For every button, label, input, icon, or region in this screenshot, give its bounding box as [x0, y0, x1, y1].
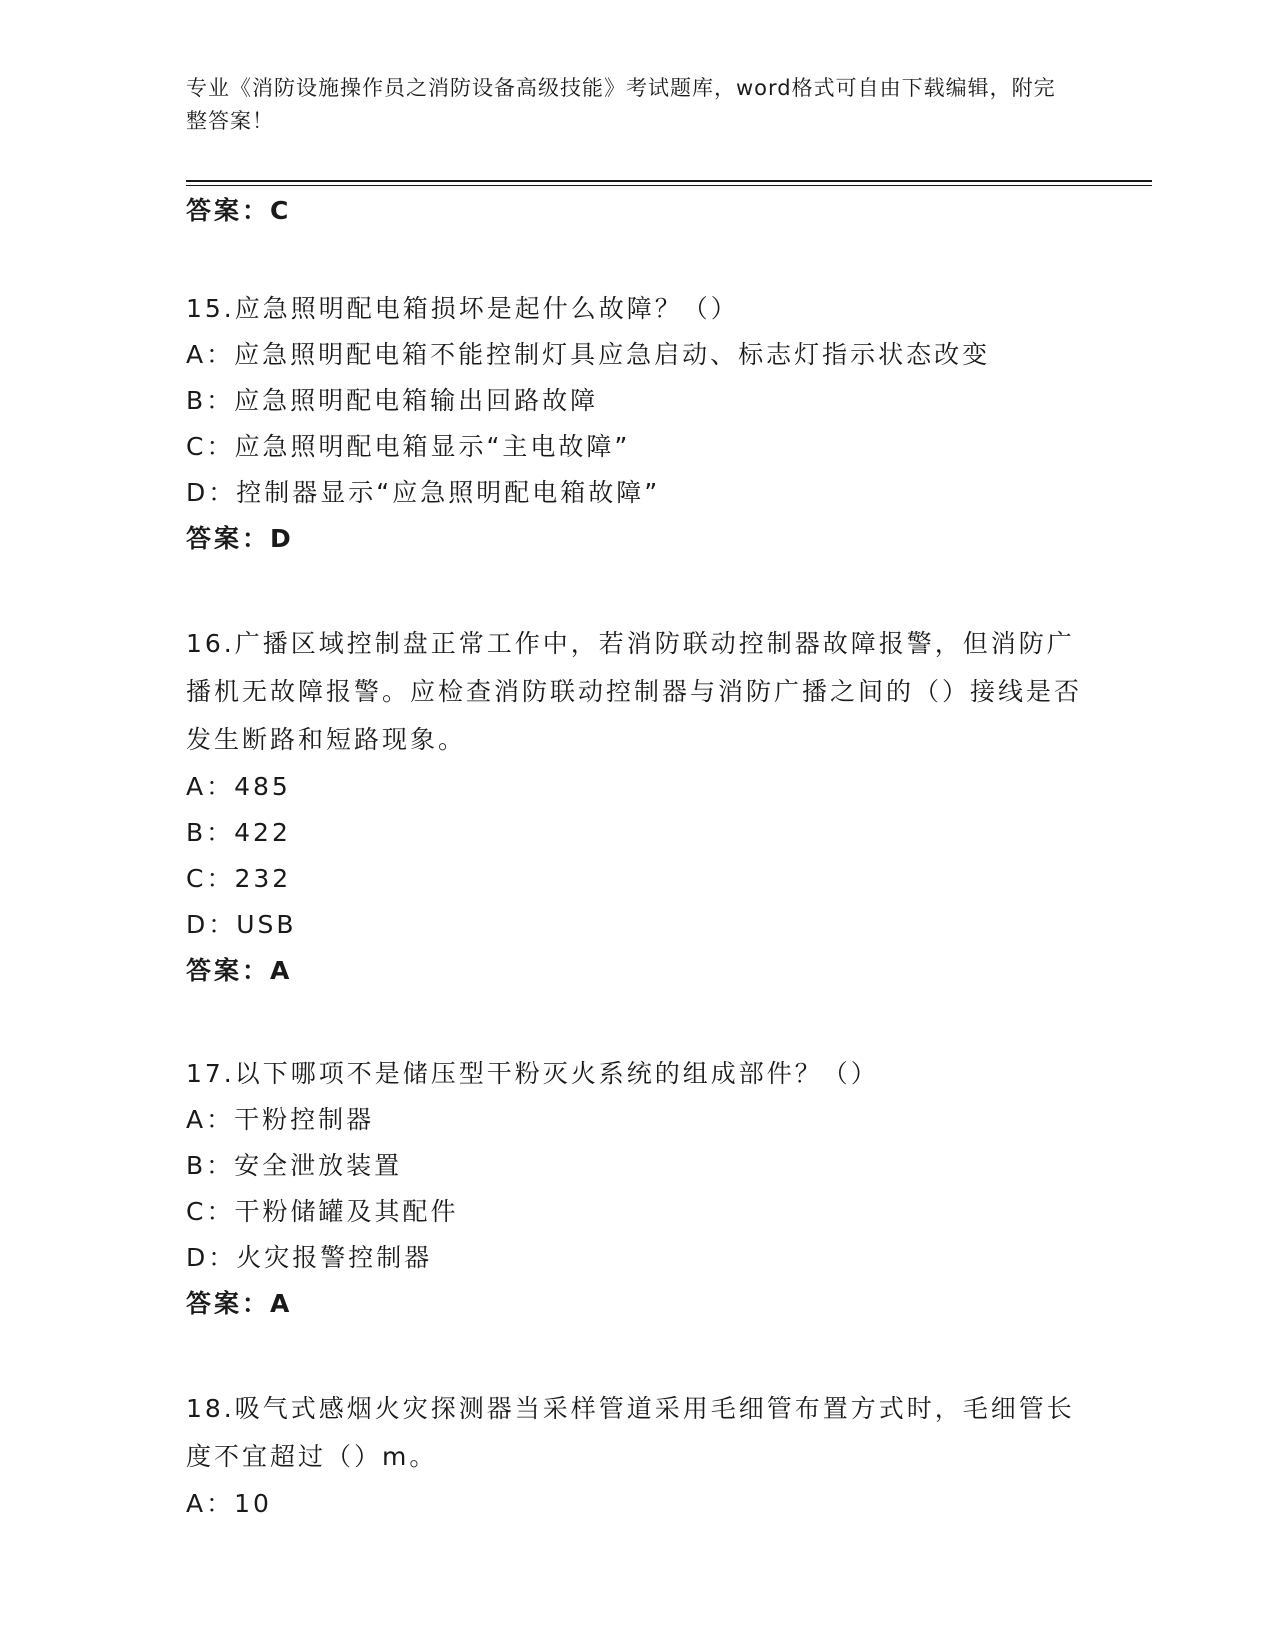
question-block-16: [186, 620, 1086, 994]
question-block-17: [186, 1051, 1086, 1327]
question-text: 18.吸气式感烟火灾探测器当采样管道采用毛细管布置方式时，毛细管长度不宜超过（）m。: [186, 1394, 1075, 1471]
answer-line: 答案：A: [186, 1289, 293, 1318]
previous-answer: 答案：C: [186, 196, 292, 225]
answer-line: 答案：A: [186, 956, 293, 985]
question-text: 15.应急照明配电箱损坏是起什么故障？（）: [186, 294, 739, 323]
answer-line: 答案：D: [186, 524, 294, 553]
option-a: A：485: [186, 772, 291, 801]
question-text: 17.以下哪项不是储压型干粉灭火系统的组成部件？（）: [186, 1059, 879, 1088]
option-c: C：232: [186, 864, 292, 893]
option-c: C：应急照明配电箱显示“主电故障”: [186, 432, 631, 461]
option-c: C：干粉储罐及其配件: [186, 1197, 459, 1226]
question-list: [186, 188, 1086, 1527]
question-block-15: [186, 286, 1086, 562]
document-header: 专业《消防设施操作员之消防设备高级技能》考试题库，word格式可自由下载编辑，附完整答案！: [186, 76, 1056, 133]
option-a: A：10: [186, 1489, 272, 1518]
header-divider-thin: [186, 185, 1152, 186]
option-a: A：干粉控制器: [186, 1105, 375, 1134]
option-b: B：422: [186, 818, 291, 847]
option-d: D：控制器显示“应急照明配电箱故障”: [186, 478, 661, 507]
question-block-18: [186, 1385, 1086, 1527]
option-b: B：安全泄放装置: [186, 1151, 403, 1180]
option-b: B：应急照明配电箱输出回路故障: [186, 386, 599, 415]
option-d: D：USB: [186, 910, 297, 939]
option-a: A：应急照明配电箱不能控制灯具应急启动、标志灯指示状态改变: [186, 340, 991, 369]
header-divider-thick: [186, 180, 1152, 182]
option-d: D：火灾报警控制器: [186, 1243, 433, 1272]
question-text: 16.广播区域控制盘正常工作中，若消防联动控制器故障报警，但消防广播机无故障报警。应检查消防联动控制器与消防广播之间的（）接线是否发生断路和短路现象。: [186, 629, 1083, 754]
